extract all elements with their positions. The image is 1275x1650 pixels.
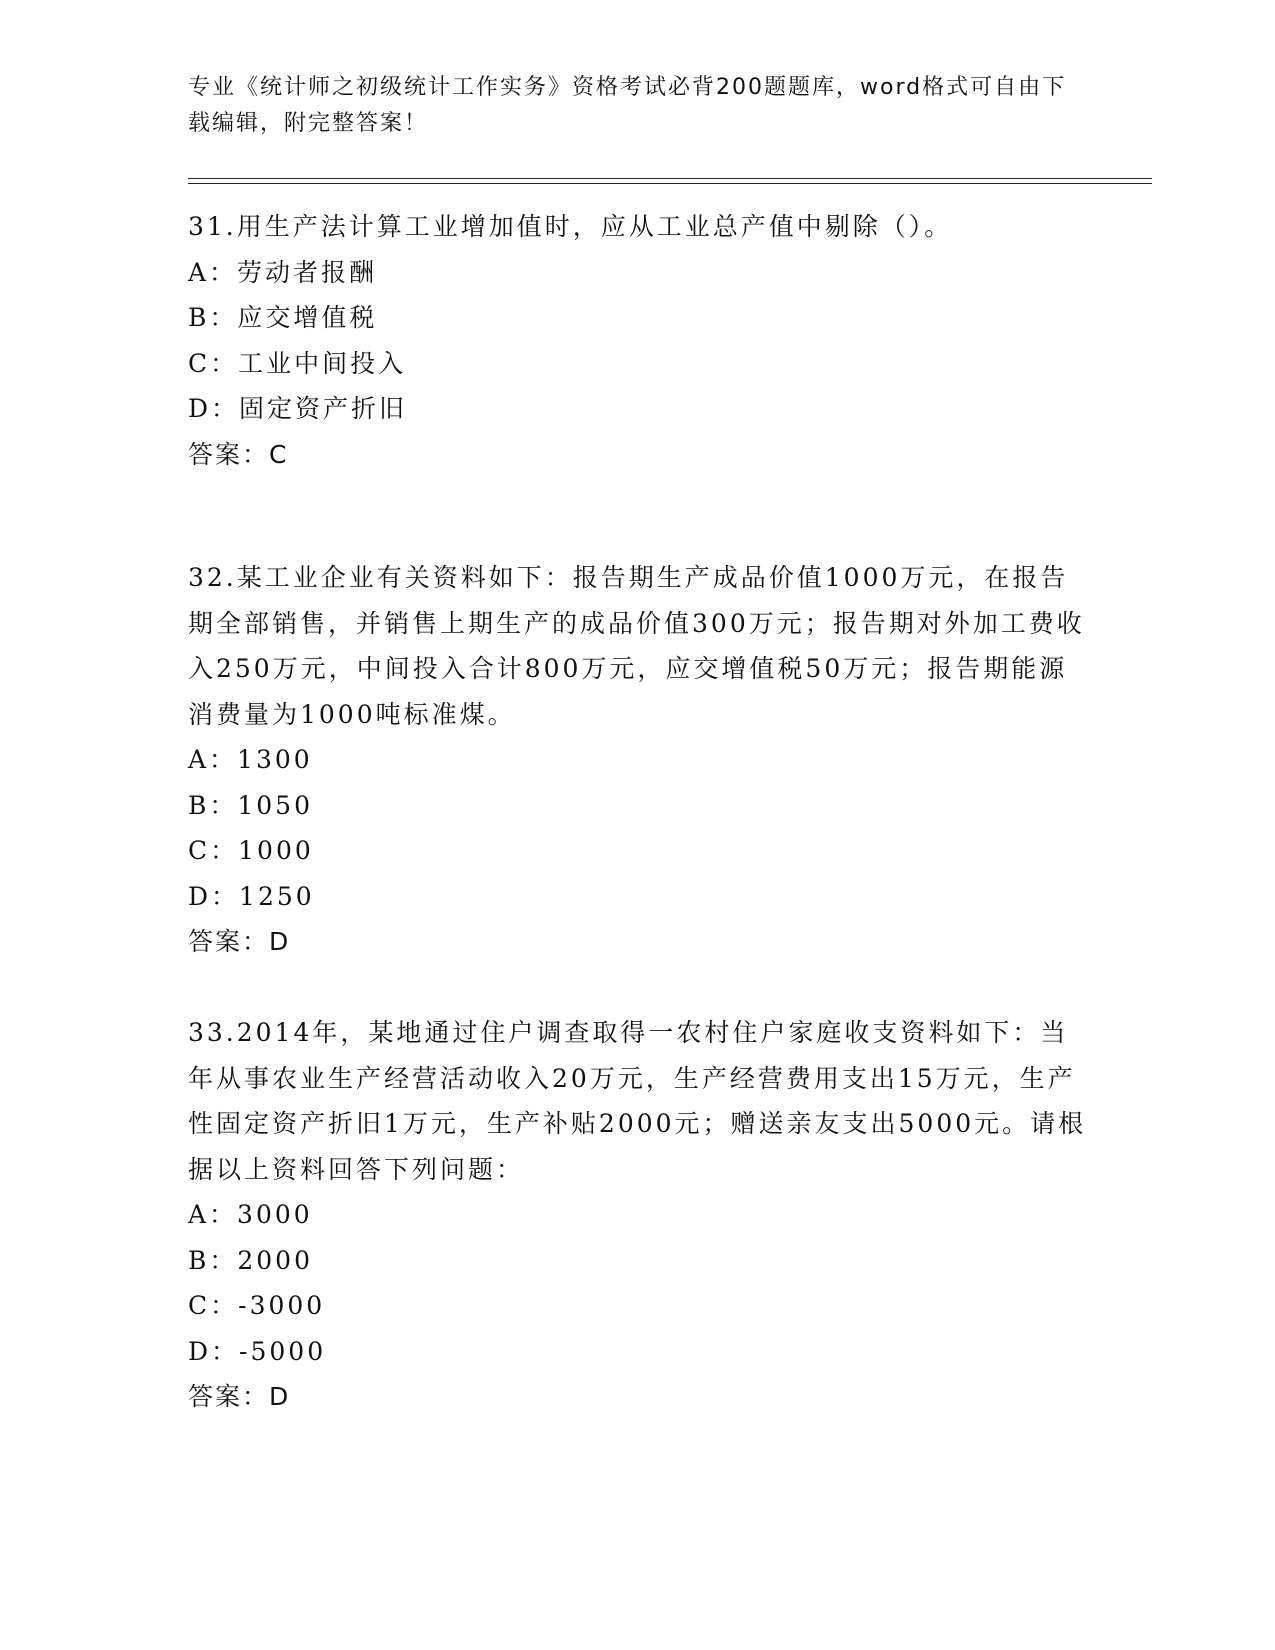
document-header: 专业《统计师之初级统计工作实务》资格考试必背200题题库，word格式可自由下载编辑，附完整答案！ — [188, 75, 1067, 136]
option-b: B：1050 — [188, 790, 313, 820]
option-a: A：劳动者报酬 — [188, 257, 378, 287]
question-31 — [188, 204, 1088, 477]
answer: 答案：D — [188, 1382, 291, 1411]
option-a: A：1300 — [188, 745, 313, 774]
question-stem: 32.某工业企业有关资料如下：报告期生产成品价值1000万元，在报告期全部销售，并销售上期生产的成品价值300万元；报告期对外加工费收入250万元，中间投入合计800万元，应交增值税50万元；报告期能源消费量为1000吨标准煤。 — [188, 563, 1085, 729]
header-divider-top — [188, 178, 1152, 179]
question-32 — [188, 555, 1088, 965]
option-c: C：-3000 — [188, 1291, 326, 1320]
answer: 答案：D — [188, 927, 291, 956]
option-c: C：工业中间投入 — [188, 348, 407, 378]
option-d: D：固定资产折旧 — [188, 394, 408, 423]
option-d: D：1250 — [188, 881, 315, 911]
question-stem: 31.用生产法计算工业增加值时，应从工业总产值中剔除（）。 — [188, 212, 953, 241]
header-divider-bottom — [188, 183, 1152, 184]
option-d: D：-5000 — [188, 1336, 327, 1366]
question-stem: 33.2014年，某地通过住户调查取得一农村住户家庭收支资料如下：当年从事农业生产经营活动收入20万元，生产经营费用支出15万元，生产性固定资产折旧1万元，生产补贴2000元；赠送亲友支出5000元。请根据以上资料回答下列问题： — [188, 1018, 1087, 1184]
answer: 答案：C — [188, 439, 289, 469]
option-b: B：应交增值税 — [188, 303, 378, 332]
option-c: C：1000 — [188, 836, 314, 865]
question-33 — [188, 1010, 1088, 1420]
option-a: A：3000 — [188, 1200, 313, 1229]
option-b: B：2000 — [188, 1245, 313, 1275]
